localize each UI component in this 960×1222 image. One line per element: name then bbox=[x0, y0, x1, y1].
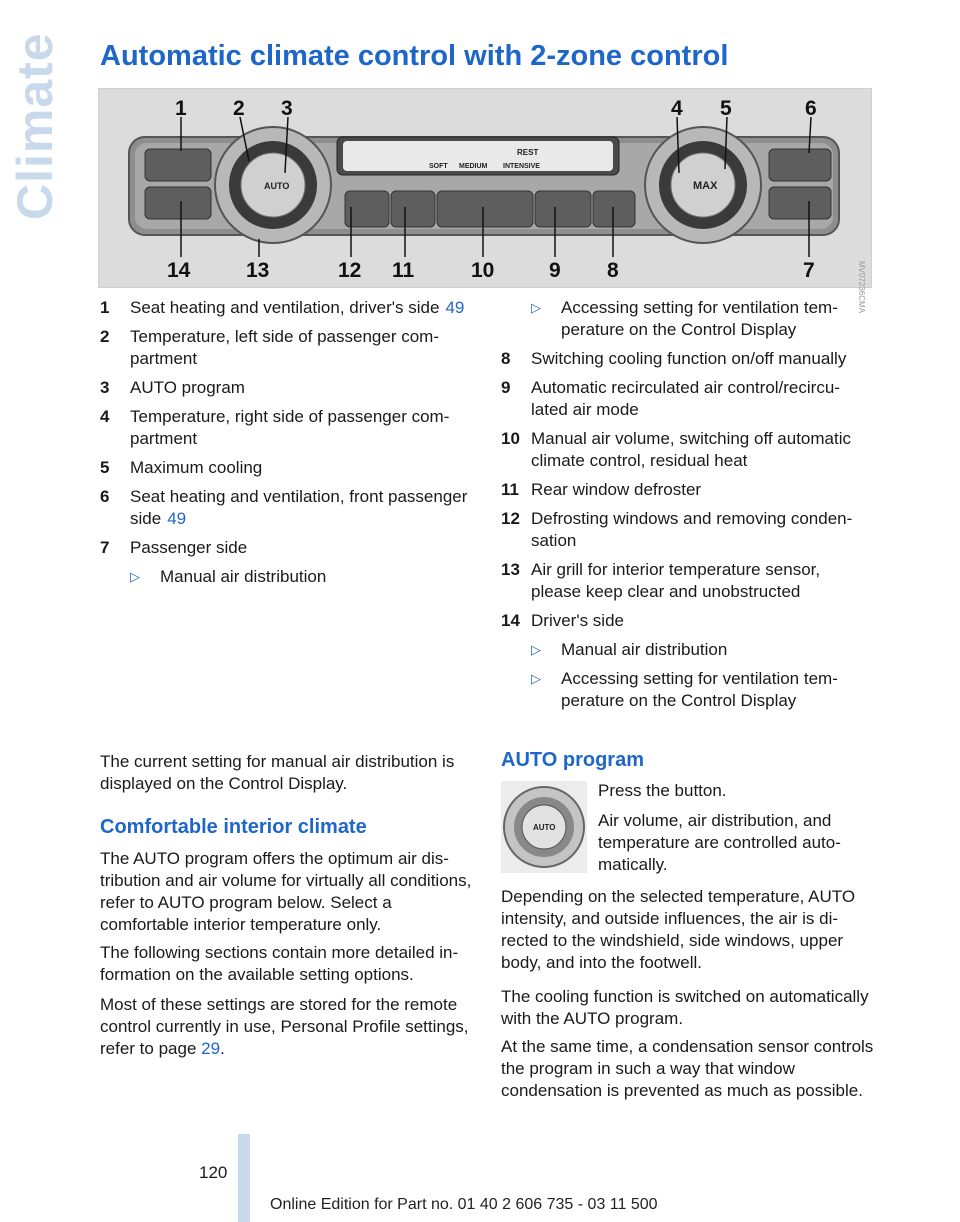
legend-item-13: 13 Air grill for interior temperature sensor, please keep clear and unobstructed bbox=[501, 560, 821, 601]
page-ref-link[interactable]: 49 bbox=[445, 298, 465, 317]
legend-item-8: 8 Switching cooling function on/off manually bbox=[501, 349, 847, 368]
legend-subitem: ▷ Accessing setting for ventilation temperature on the Control Display bbox=[531, 669, 838, 710]
callout-4: 4 bbox=[671, 97, 683, 120]
callout-13: 13 bbox=[246, 259, 270, 282]
auto-paragraph-1: Depending on the selected temperature, AUTO intensity, and outside influences, the air is directed to the windshield, side windows, upper body, and into the footwell. bbox=[501, 887, 856, 972]
callout-1: 1 bbox=[175, 97, 187, 120]
footer-text: Online Edition for Part no. 01 40 2 606 735 - 03 11 500 bbox=[270, 1196, 658, 1213]
legend-item-1: 1 Seat heating and ventilation, driver's side 49 bbox=[100, 298, 465, 317]
auto-line-2: Air volume, air distribution, and temperature are controlled automatically. bbox=[598, 811, 841, 874]
callout-9: 9 bbox=[549, 259, 561, 282]
display-rest: REST bbox=[517, 148, 539, 157]
page-ref-link[interactable]: 49 bbox=[167, 509, 187, 528]
bullet-triangle-icon: ▷ bbox=[531, 300, 541, 315]
legend-right-column bbox=[501, 297, 871, 719]
footer-bar bbox=[238, 1134, 250, 1222]
auto-paragraph-3: At the same time, a condensation sensor controls the program in such a way that window condensation is prevented as much as possible. bbox=[501, 1037, 874, 1100]
legend-subitem: ▷ Accessing setting for ventilation temperature on the Control Display bbox=[531, 298, 838, 339]
callout-11: 11 bbox=[392, 259, 415, 282]
callout-14: 14 bbox=[167, 259, 191, 282]
legend-item-3: 3 AUTO program bbox=[100, 378, 245, 397]
legend-subitem: ▷ Manual air distribution bbox=[531, 640, 728, 659]
callout-12: 12 bbox=[338, 259, 362, 282]
legend-subitem: ▷ Manual air distribution bbox=[130, 567, 327, 586]
callout-5: 5 bbox=[720, 97, 732, 120]
comfort-paragraph-3: Most of these settings are stored for the remote control currently in use, Personal Profile settings, refer to page 29. bbox=[100, 995, 469, 1058]
callout-3: 3 bbox=[281, 97, 293, 120]
comfort-heading: Comfortable interior climate bbox=[100, 816, 367, 838]
current-setting-paragraph: The current setting for manual air distribution is displayed on the Control Display. bbox=[100, 752, 455, 793]
bullet-triangle-icon: ▷ bbox=[531, 671, 541, 686]
bullet-triangle-icon: ▷ bbox=[531, 642, 541, 657]
auto-button-icon bbox=[501, 781, 587, 873]
legend-item-5: 5 Maximum cooling bbox=[100, 458, 263, 477]
page-ref-link[interactable]: 29 bbox=[201, 1039, 221, 1058]
knob-max-label: MAX bbox=[693, 180, 718, 192]
comfort-paragraph-1: The AUTO program offers the optimum air distribution and air volume for virtually all conditions, refer to AUTO program below. Select a comfortable interior temperature only. bbox=[100, 849, 472, 934]
legend-item-2: 2 Temperature, left side of passenger compartment bbox=[100, 327, 439, 368]
callout-8: 8 bbox=[607, 259, 619, 282]
callout-6: 6 bbox=[805, 97, 817, 120]
callout-2: 2 bbox=[233, 97, 245, 120]
side-tab-label: Climate bbox=[7, 32, 63, 220]
auto-knob-label: AUTO bbox=[533, 823, 556, 832]
auto-line-1: Press the button. bbox=[598, 781, 727, 800]
legend-item-4: 4 Temperature, right side of passenger compartment bbox=[100, 407, 450, 448]
bullet-triangle-icon: ▷ bbox=[130, 569, 140, 584]
display-soft: SOFT bbox=[429, 163, 448, 170]
legend-item-9: 9 Automatic recirculated air control/recirculated air mode bbox=[501, 378, 840, 419]
auto-program-heading: AUTO program bbox=[501, 749, 644, 771]
comfort-paragraph-2: The following sections contain more detailed information on the available setting options. bbox=[100, 943, 459, 984]
legend-item-6: 6 Seat heating and ventilation, front passenger side 49 bbox=[100, 487, 468, 528]
figure-code: MV07236CMA bbox=[857, 261, 866, 314]
display-intensive: INTENSIVE bbox=[503, 163, 540, 170]
legend-item-10: 10 Manual air volume, switching off automatic climate control, residual heat bbox=[501, 429, 852, 470]
legend-item-12: 12 Defrosting windows and removing condensation bbox=[501, 509, 853, 550]
callout-10: 10 bbox=[471, 259, 495, 282]
legend-item-14: 14 Driver's side bbox=[501, 611, 624, 630]
side-tab bbox=[0, 30, 70, 220]
knob-auto-label: AUTO bbox=[264, 181, 290, 191]
display-medium: MEDIUM bbox=[459, 163, 488, 170]
legend-left-column bbox=[100, 297, 470, 595]
page-number: 120 bbox=[199, 1163, 228, 1182]
legend-item-7: 7 Passenger side bbox=[100, 538, 248, 557]
legend-item-11: 11 Rear window defroster bbox=[501, 480, 702, 499]
page-title: Automatic climate control with 2-zone control bbox=[100, 40, 729, 72]
callout-7: 7 bbox=[803, 259, 815, 282]
auto-paragraph-2: The cooling function is switched on automatically with the AUTO program. bbox=[501, 987, 869, 1028]
